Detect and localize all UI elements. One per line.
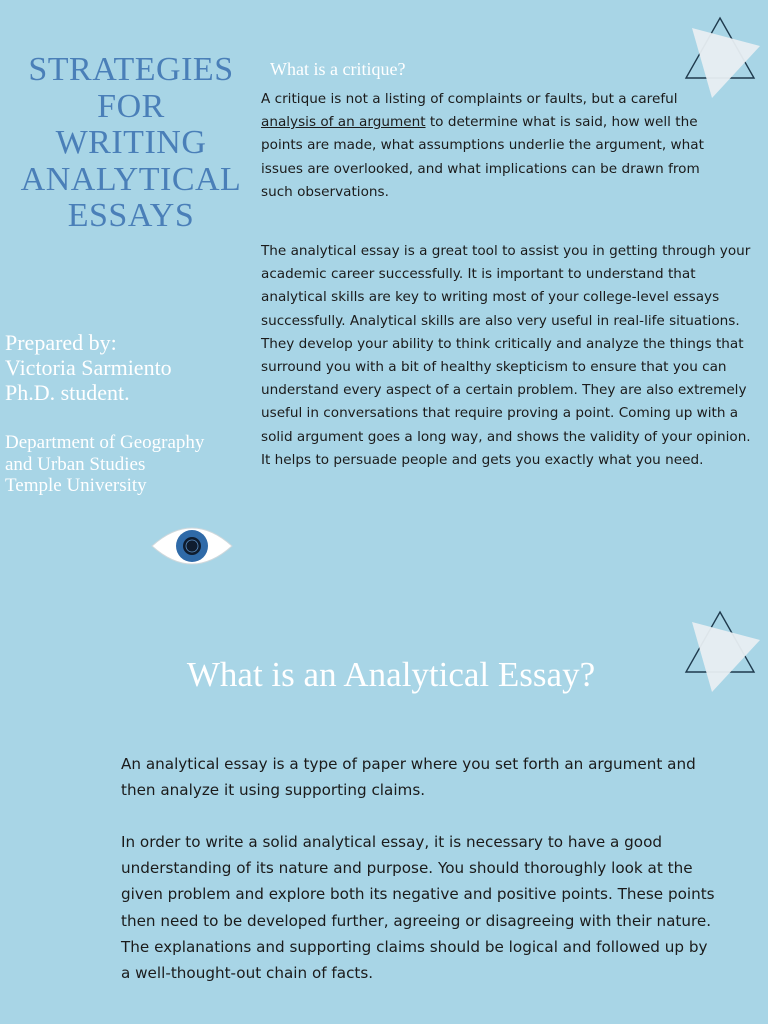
page-title bbox=[14, 52, 248, 235]
university-name: Temple University bbox=[5, 475, 147, 496]
critique-paragraph bbox=[261, 88, 733, 204]
department-line: and Urban Studies bbox=[5, 453, 146, 475]
department-line: Department of Geography bbox=[5, 432, 205, 453]
prepared-by-label: Prepared by: bbox=[5, 330, 117, 355]
analysis-link[interactable]: analysis of an argument bbox=[261, 114, 426, 131]
department-block bbox=[5, 432, 255, 497]
critique-heading: What is a critique? bbox=[270, 59, 406, 79]
eye-icon bbox=[150, 522, 234, 570]
author-name: Victoria Sarmiento bbox=[5, 355, 172, 380]
critique-text-start: A critique is not a listing of complaints or faults, but a careful bbox=[261, 91, 678, 107]
critique-text-end: to determine what is said, how well the points are made, what assumptions underlie the argument, what issues are overlooked, and what implications can be drawn from such observations. bbox=[261, 114, 704, 200]
title-line: ESSAYS bbox=[67, 197, 195, 234]
analytical-essay-heading: What is an Analytical Essay? bbox=[186, 655, 596, 694]
title-line: WRITING bbox=[55, 124, 207, 161]
author-role: Ph.D. student. bbox=[5, 380, 130, 405]
title-line: ANALYTICAL bbox=[20, 160, 242, 198]
analytical-skills-paragraph: The analytical essay is a great tool to assist you in getting through your academic career successfully. It is important to understand that analytical skills are key to writing most of your college-level essays successfully. Analytical skills are also very useful in real-life situations. They develop your ability to think critically and analyze the things that surround you with a bit of healthy skepticism to ensure that you can understand every aspect of a certain problem. They are also extremely useful in conversations that require proving a point. Coming up with a solid argument goes a long way, and shows the validity of your opinion. It helps to persuade people and gets you exactly what you need. bbox=[261, 243, 751, 468]
title-line: STRATEGIES bbox=[28, 51, 234, 88]
author-block bbox=[5, 330, 255, 405]
title-line: FOR bbox=[97, 87, 165, 125]
definition-paragraph: An analytical essay is a type of paper where you set forth an argument and then analyze it using supporting claims. bbox=[121, 755, 696, 800]
purpose-paragraph: In order to write a solid analytical essay, it is necessary to have a good understanding of its nature and purpose. You should thoroughly look at the given problem and explore both its negative and positive points. These points then need to be developed further, agreeing or disagreeing with their nature. The explanations and supporting claims should be logical and followed up by a well-thought-out chain of facts. bbox=[121, 833, 715, 983]
